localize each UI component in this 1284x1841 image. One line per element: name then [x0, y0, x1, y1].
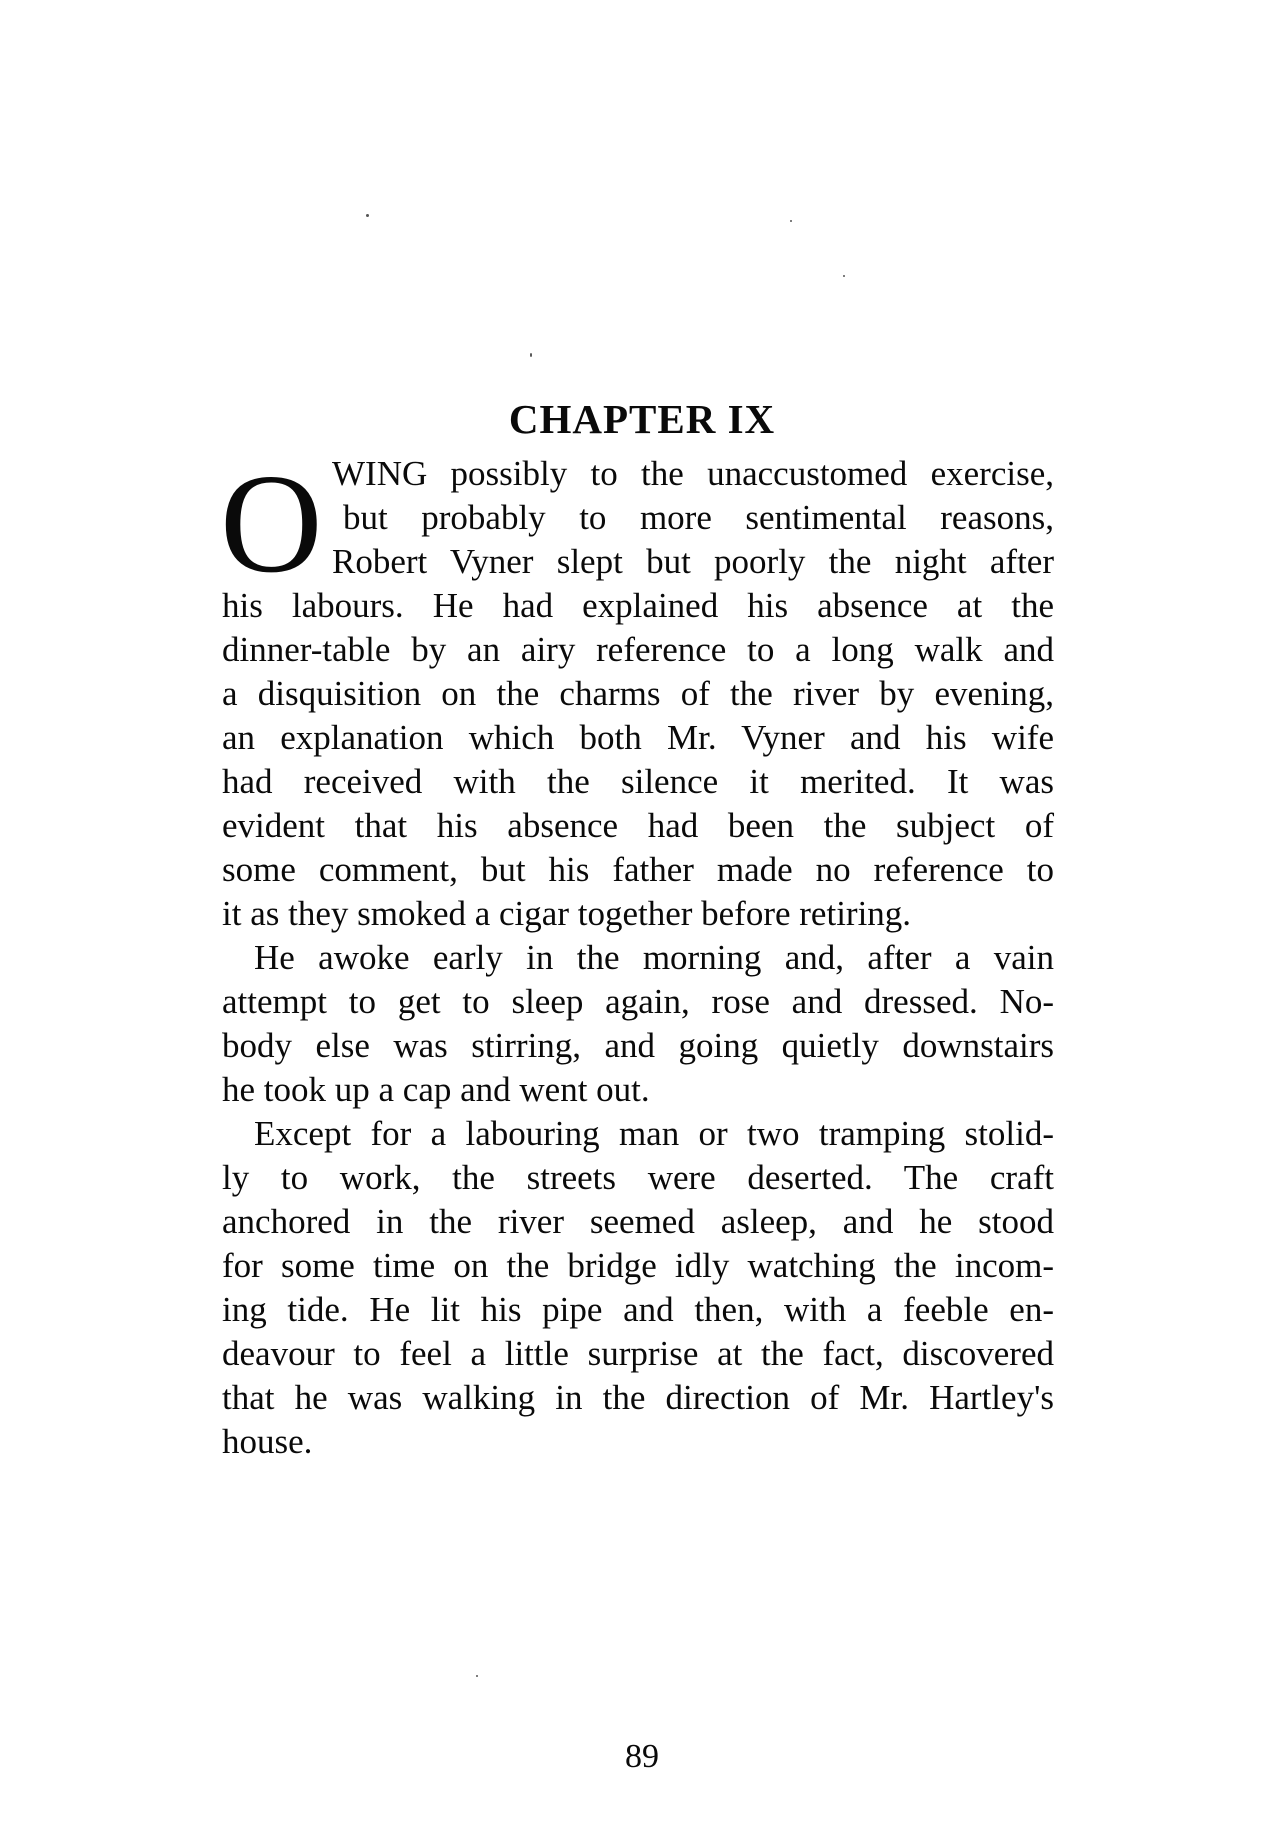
text-line: He awoke early in the morning and, after a vain: [254, 938, 1054, 977]
page-number: 89: [625, 1738, 659, 1775]
text-line: anchored in the river seemed asleep, and he stood: [222, 1202, 1054, 1241]
text-line: that he was walking in the direction of Mr. Hartley's: [222, 1378, 1054, 1417]
text-line: attempt to get to sleep again, rose and dressed. No-: [222, 982, 1054, 1021]
scan-speck: [790, 220, 792, 222]
scan-speck: [476, 1675, 478, 1677]
text-line: had received with the silence it merited. It was: [222, 762, 1054, 801]
scan-speck: [366, 214, 369, 217]
scan-speck: [530, 353, 532, 357]
text-line: it as they smoked a cigar together before retiring.: [222, 894, 912, 933]
text-line: some comment, but his father made no reference to: [222, 850, 1054, 889]
text-line: but probably to more sentimental reasons,: [343, 498, 1054, 537]
text-line: evident that his absence had been the subject of: [222, 806, 1054, 845]
text-line: a disquisition on the charms of the river by evening,: [222, 674, 1054, 713]
text-line: WING possibly to the unaccustomed exercise,: [332, 454, 1054, 493]
text-line: his labours. He had explained his absence at the: [222, 586, 1054, 625]
scan-speck: [843, 275, 845, 277]
chapter-title: CHAPTER IX: [508, 396, 776, 443]
text-line: Except for a labouring man or two tramping stolid-: [254, 1114, 1054, 1153]
text-line: an explanation which both Mr. Vyner and his wife: [222, 718, 1054, 757]
text-line: ing tide. He lit his pipe and then, with a feeble en-: [222, 1290, 1054, 1329]
text-line: deavour to feel a little surprise at the fact, discovered: [222, 1334, 1054, 1373]
text-line: ly to work, the streets were deserted. The craft: [222, 1158, 1054, 1197]
text-line: for some time on the bridge idly watching the incom-: [222, 1246, 1054, 1285]
text-line: body else was stirring, and going quietly downstairs: [222, 1026, 1054, 1065]
text-line: Robert Vyner slept but poorly the night after: [332, 542, 1054, 581]
drop-cap: O: [220, 444, 323, 602]
text-line: dinner-table by an airy reference to a long walk and: [222, 630, 1054, 669]
text-line: he took up a cap and went out.: [222, 1070, 650, 1109]
text-line: house.: [222, 1422, 313, 1461]
